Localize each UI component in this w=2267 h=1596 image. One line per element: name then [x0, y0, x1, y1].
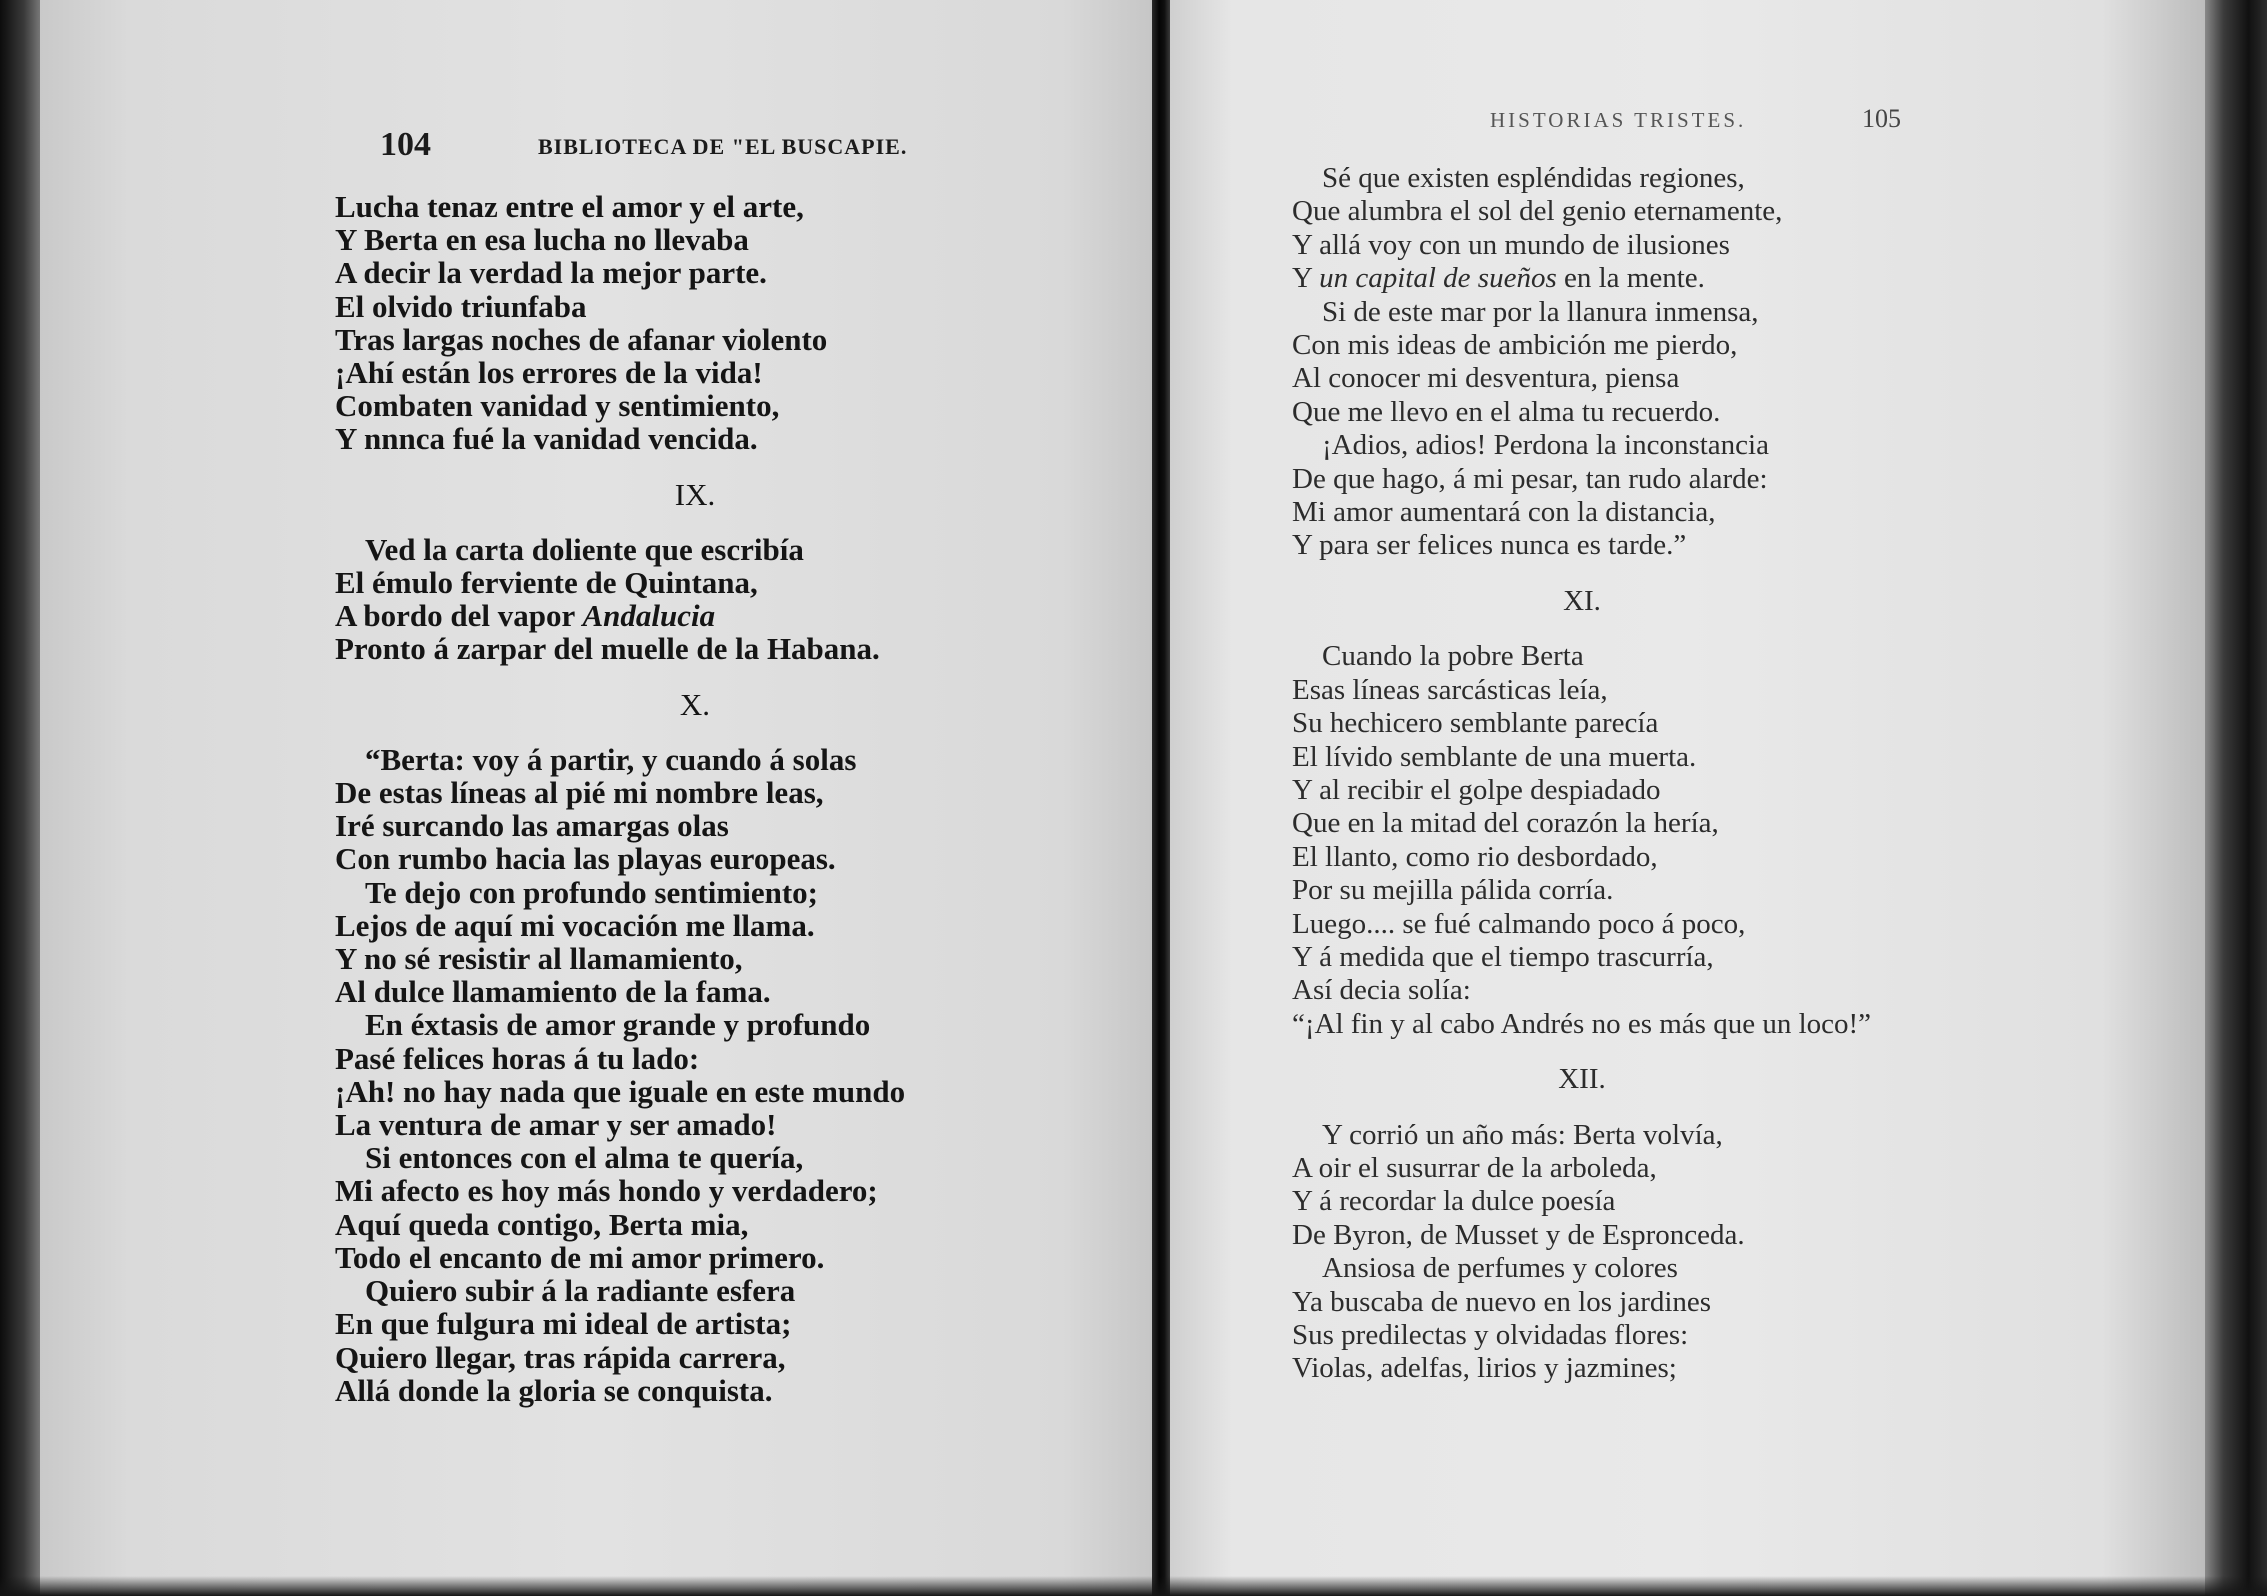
verse-line: Y al recibir el golpe despiadado	[1292, 773, 1661, 806]
verse-line: Y corrió un año más: Berta volvía,	[1322, 1118, 1723, 1151]
verse-line: Por su mejilla pálida corría.	[1292, 874, 1614, 907]
verse-line: El olvido triunfaba	[335, 288, 587, 324]
book-right-edge	[2205, 0, 2267, 1596]
verse-line: Ansiosa de perfumes y colores	[1322, 1252, 1678, 1285]
verse-line: En que fulgura mi ideal de artista;	[335, 1306, 792, 1342]
verse-line: Quiero subir á la radiante esfera	[365, 1273, 796, 1309]
verse-line	[335, 599, 1055, 632]
verse-line: Mi amor aumentará con la distancia,	[1292, 496, 1716, 529]
stanza-xii	[1292, 1119, 1872, 1386]
stanza-opening	[335, 190, 1055, 456]
verse-line: Todo el encanto de mi amor primero.	[335, 1239, 825, 1275]
page-number: 105	[1862, 104, 1901, 133]
verse-line: El émulo ferviente de Quintana,	[335, 565, 758, 601]
left-page-text	[335, 190, 1055, 1407]
verse-line: Con mis ideas de ambición me pierdo,	[1292, 329, 1738, 362]
verse-line: Iré surcando las amargas olas	[335, 808, 729, 844]
verse-line: Y á medida que el tiempo trascurría,	[1292, 940, 1714, 973]
verse-line: “Berta: voy á partir, y cuando á solas	[365, 741, 857, 777]
verse-line: El lívido semblante de una muerta.	[1292, 740, 1697, 773]
book-bottom-edge	[0, 1576, 2267, 1596]
verse-line: Si entonces con el alma te quería,	[365, 1140, 804, 1176]
verse-line: La ventura de amar y ser amado!	[335, 1107, 777, 1143]
italic-text: Andalucia	[582, 598, 716, 634]
verse-line: Te dejo con profundo sentimiento;	[365, 874, 818, 910]
section-heading-xi: XI.	[1563, 584, 1601, 617]
verse-line: Y á recordar la dulce poesía	[1292, 1185, 1616, 1218]
verse-line: “¡Al fin y al cabo Andrés no es más que un loco!”	[1292, 1007, 1872, 1040]
verse-line: Mi afecto es hoy más hondo y verdadero;	[335, 1173, 878, 1209]
verse-line: Así decia solía:	[1292, 974, 1471, 1007]
verse-line: Y Berta en esa lucha no llevaba	[335, 222, 749, 258]
stanza-x	[335, 743, 1055, 1407]
verse-line: A oir el susurrar de la arboleda,	[1292, 1151, 1657, 1184]
verse-line: De Byron, de Musset y de Espronceda.	[1292, 1218, 1745, 1251]
verse-line: Al conocer mi desventura, piensa	[1292, 362, 1680, 395]
verse-line: A decir la verdad la mejor parte.	[335, 255, 767, 291]
verse-line: Combaten vanidad y sentimiento,	[335, 388, 780, 424]
verse-text: Y	[1292, 262, 1320, 295]
verse-line: Aquí queda contigo, Berta mia,	[335, 1206, 749, 1242]
verse-line: En éxtasis de amor grande y profundo	[365, 1007, 871, 1043]
verse-line: Que en la mitad del corazón la hería,	[1292, 807, 1719, 840]
verse-line: Cuando la pobre Berta	[1322, 640, 1584, 673]
verse-line: Y no sé resistir al llamamiento,	[335, 941, 743, 977]
verse-text: en la mente.	[1556, 262, 1705, 295]
verse-line	[1292, 262, 1872, 295]
verse-line: Sus predilectas y olvidadas flores:	[1292, 1319, 1689, 1351]
verse-line: Y allá voy con un mundo de ilusiones	[1292, 228, 1730, 261]
verse-line: Si de este mar por la llanura inmensa,	[1322, 295, 1759, 328]
verse-line: Al dulce llamamiento de la fama.	[335, 974, 771, 1010]
verse-line: ¡Ahí están los errores de la vida!	[335, 355, 763, 391]
verse-line: De estas líneas al pié mi nombre leas,	[335, 775, 824, 811]
verse-line: Lejos de aquí mi vocación me llama.	[335, 907, 815, 943]
verse-line: Ya buscaba de nuevo en los jardines	[1292, 1285, 1712, 1318]
page-number: 104	[380, 126, 431, 163]
verse-line: De que hago, á mi pesar, tan rudo alarde:	[1292, 462, 1768, 495]
verse-line: Allá donde la gloria se conquista.	[335, 1372, 773, 1408]
verse-line: Con rumbo hacia las playas europeas.	[335, 841, 836, 877]
stanza-letter-end	[1292, 162, 1872, 563]
verse-line: Luego.... se fué calmando poco á poco,	[1292, 907, 1746, 940]
verse-line: Lucha tenaz entre el amor y el arte,	[335, 189, 804, 224]
book-gutter	[1152, 0, 1170, 1596]
verse-text: A bordo del vapor	[335, 598, 583, 634]
verse-line: Y nnnca fué la vanidad vencida.	[335, 421, 758, 457]
section-heading-xii: XII.	[1558, 1063, 1606, 1096]
verse-line: Pronto á zarpar del muelle de la Habana.	[335, 631, 880, 667]
verse-line: ¡Adios, adios! Perdona la inconstancia	[1322, 429, 1769, 462]
verse-line: Pasé felices horas á tu lado:	[335, 1040, 700, 1076]
verse-line: Y para ser felices nunca es tarde.”	[1292, 529, 1687, 562]
verse-line: Sé que existen espléndidas regiones,	[1322, 162, 1745, 194]
section-heading-ix: IX.	[674, 476, 716, 512]
section-heading-x: X.	[679, 686, 711, 722]
verse-line: Esas líneas sarcásticas leía,	[1292, 673, 1608, 706]
book-left-edge	[0, 0, 40, 1596]
verse-line: El llanto, como rio desbordado,	[1292, 840, 1658, 873]
running-head: HISTORIAS TRISTES.	[1490, 108, 1747, 132]
stanza-xi	[1292, 640, 1872, 1041]
verse-line: Ved la carta doliente que escribía	[365, 531, 804, 567]
verse-line: Tras largas noches de afanar violento	[335, 321, 828, 357]
stanza-ix	[335, 533, 1055, 666]
verse-line: Que me llevo en el alma tu recuerdo.	[1292, 395, 1721, 428]
right-page-text	[1292, 162, 1872, 1386]
verse-line: ¡Ah! no hay nada que iguale en este mundo	[335, 1073, 906, 1109]
verse-line: Violas, adelfas, lirios y jazmines;	[1292, 1352, 1677, 1385]
verse-line: Que alumbra el sol del genio eternamente,	[1292, 195, 1783, 228]
italic-text: un capital de sueños	[1319, 262, 1557, 295]
verse-line: Quiero llegar, tras rápida carrera,	[335, 1339, 786, 1375]
running-head: BIBLIOTECA DE "EL BUSCAPIE.	[538, 134, 908, 159]
verse-line: Su hechicero semblante parecía	[1292, 707, 1659, 740]
